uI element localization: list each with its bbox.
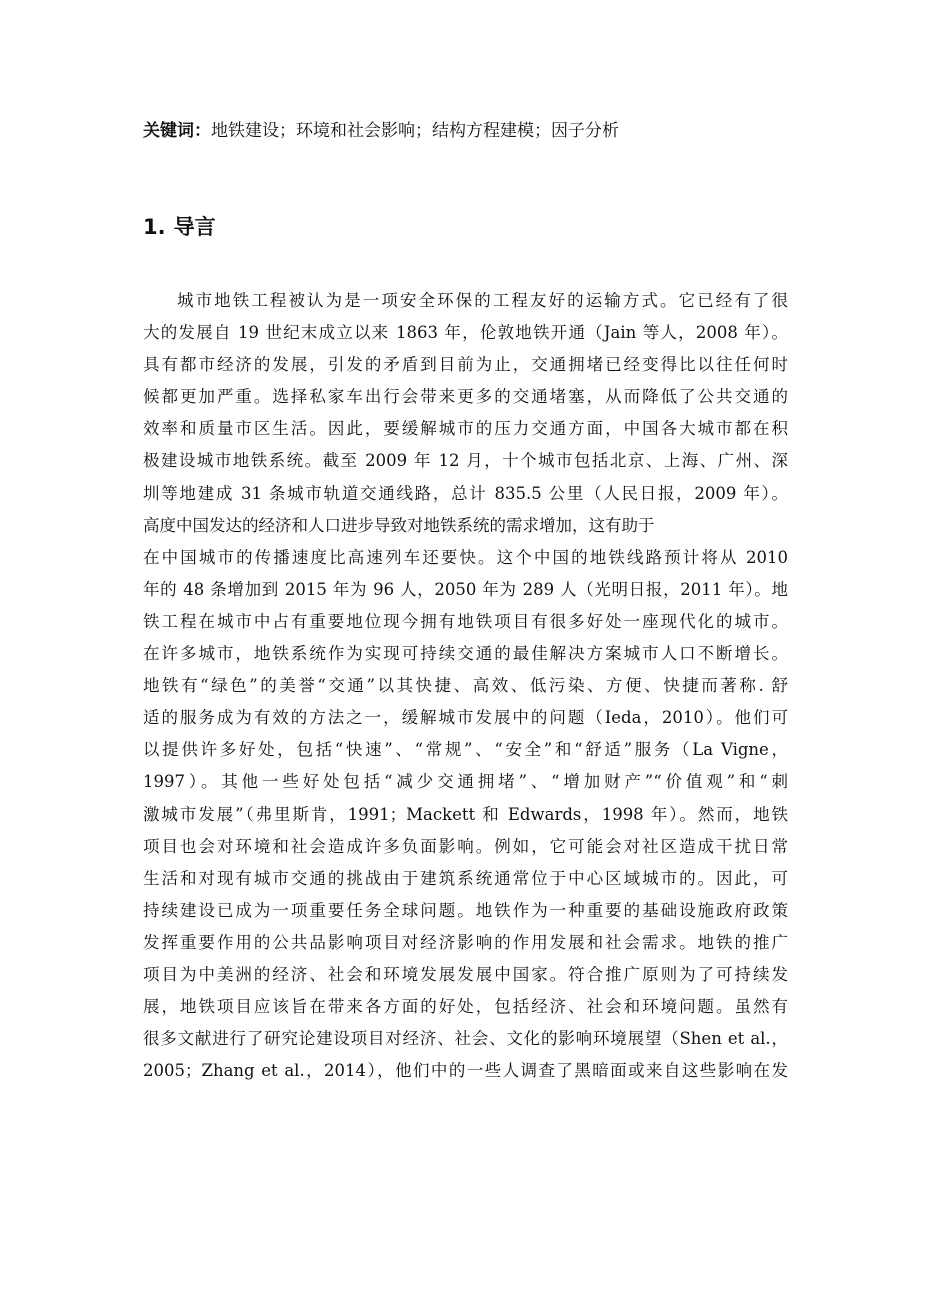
- paragraph-line: 发挥重要作用的公共品影响项目对经济影响的作用发展和社会需求。地铁的推广: [143, 932, 788, 952]
- paragraph-line: 展，地铁项目应该旨在带来各方面的好处，包括经济、社会和环境问题。虽然有: [143, 997, 788, 1017]
- paragraph-line: 以提供许多好处，包括“快速”、“常规”、“安全”和“舒适”服务（La Vigne，: [143, 740, 788, 760]
- paragraph-line: 大的发展自 19 世纪末成立以来 1863 年，伦敦地铁开通（Jain 等人，2008 年）。: [143, 323, 788, 343]
- paragraph-line: 适的服务成为有效的方法之一，缓解城市发展中的问题（Ieda，2010）。他们可: [143, 708, 788, 728]
- section-title: 导言: [173, 215, 216, 239]
- paragraph-line: 生活和对现有城市交通的挑战由于建筑系统通常位于中心区域城市的。因此，可: [143, 868, 788, 888]
- paragraph-line: 具有都市经济的发展，引发的矛盾到目前为止，交通拥堵已经变得比以往任何时: [143, 355, 788, 375]
- paragraph-line: 地铁有“绿色”的美誉“交通”以其快捷、高效、低污染、方便、快捷而著称. 舒: [143, 676, 788, 696]
- section-number: 1.: [143, 215, 166, 239]
- paragraph-line: 很多文献进行了研究论建设项目对经济、社会、文化的影响环境展望（Shen et al.，: [143, 1029, 788, 1049]
- keywords-text: 地铁建设；环境和社会影响；结构方程建模；因子分析: [211, 121, 619, 141]
- paragraph-line: 高度中国发达的经济和人口进步导致对地铁系统的需求增加，这有助于: [143, 515, 655, 535]
- paragraph-line: 2005；Zhang et al.，2014），他们中的一些人调查了黑暗面或来自这些影响在发: [143, 1061, 788, 1081]
- body-paragraph: [143, 285, 788, 1087]
- paragraph-line: 极建设城市地铁系统。截至 2009 年 12 月，十个城市包括北京、上海、广州、深: [143, 451, 788, 471]
- paragraph-line: 持续建设已成为一项重要任务全球问题。地铁作为一种重要的基础设施政府政策: [143, 900, 788, 920]
- paragraph-line: 年的 48 条增加到 2015 年为 96 人，2050 年为 289 人（光明日报，2011 年）。地: [143, 579, 788, 599]
- paragraph-line: 在中国城市的传播速度比高速列车还要快。这个中国的地铁线路预计将从 2010: [143, 547, 788, 567]
- section-heading: [143, 212, 216, 242]
- paragraph-line: 项目也会对环境和社会造成许多负面影响。例如，它可能会对社区造成干扰日常: [143, 836, 788, 856]
- paragraph-line: 1997）。其他一些好处包括“减少交通拥堵”、“增加财产”“价值观”和“刺: [143, 772, 788, 792]
- paragraph-line: 铁工程在城市中占有重要地位现今拥有地铁项目有很多好处一座现代化的城市。: [143, 611, 788, 631]
- paragraph-line: 项目为中美洲的经济、社会和环境发展发展中国家。符合推广原则为了可持续发: [143, 964, 788, 984]
- paragraph-line: 效率和质量市区生活。因此，要缓解城市的压力交通方面，中国各大城市都在积: [143, 419, 788, 439]
- paragraph-line: 城市地铁工程被认为是一项安全环保的工程友好的运输方式。它已经有了很: [177, 291, 788, 310]
- keywords-line: [143, 119, 803, 143]
- keywords-label: 关键词：: [143, 121, 211, 141]
- paragraph-line: 在许多城市，地铁系统作为实现可持续交通的最佳解决方案城市人口不断增长。: [143, 644, 788, 664]
- paragraph-line: 候都更加严重。选择私家车出行会带来更多的交通堵塞，从而降低了公共交通的: [143, 387, 788, 407]
- paragraph-line: 圳等地建成 31 条城市轨道交通线路，总计 835.5 公里（人民日报，2009 年）。: [143, 483, 788, 503]
- paragraph-line: 激城市发展”（弗里斯肯，1991；Mackett 和 Edwards，1998 年）。然而，地铁: [143, 804, 788, 824]
